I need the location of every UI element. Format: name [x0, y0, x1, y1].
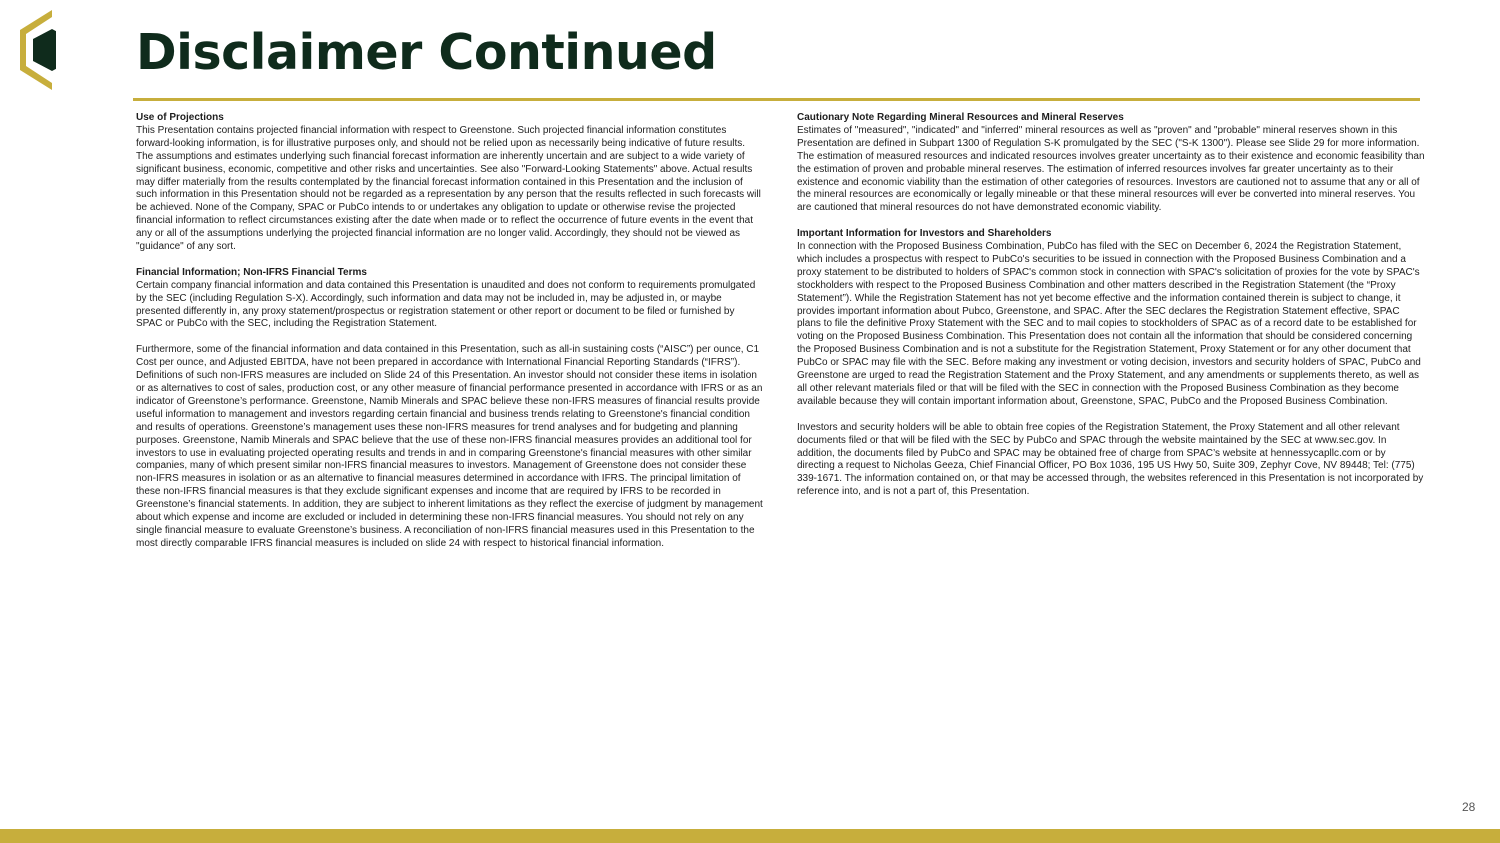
- free-copies-paragraph: Investors and security holders will be able to obtain free copies of the Registration Statement, the Proxy Statement and all other relevant documents filed or that will be filed with the SEC by PubCo and SPAC through the website maintained by the SEC at www.sec.gov. In addition, the documents filed by PubCo and SPAC may be obtained free of charge from SPAC’s website at hennessycapllc.com or by directing a request to Nicholas Geeza, Chief Financial Officer, PO Box 1036, 195 US Hwy 50, Suite 309, Zephyr Cove, NV 89448; Tel: (775) 339-1671. The information contained on, or that may be accessed through, the websites referenced in this Presentation is not incorporated by reference into, and is not a part of, this Presentation.: [797, 421, 1424, 498]
- hexagon-logo-icon: [18, 8, 56, 92]
- mineral-heading: Cautionary Note Regarding Mineral Resources and Mineral Reserves: [797, 112, 1124, 123]
- financial-section: [136, 267, 763, 551]
- page-number: 28: [1462, 800, 1476, 814]
- investors-section: [797, 228, 1425, 499]
- page-title: Disclaimer Continued: [136, 24, 717, 81]
- investors-heading: Important Information for Investors and Shareholders: [797, 228, 1052, 240]
- mineral-body: Estimates of "measured", "indicated" and "inferred" mineral resources as well as "proven" and "probable" mineral reserves shown in this Presentation are defined in Subpart 1300 of Regulation S-K promulgated by the SEC ("S-K 1300"). Please see Slide 29 for more information. The estimation of measured resources and indicated resources involves greater uncertainty as to their existence and economic feasibility than the estimation of proven and probable mineral reserves. The estimation of inferred resources involves far greater uncertainty as to their existence and economic viability than the estimation of other categories of resources. Investors are cautioned not to assume that any or all of the mineral resources are economically or legally mineable or that these mineral resources will ever be converted into mineral reserves. You are cautioned that mineral resources do not have demonstrated economic viability.: [797, 124, 1425, 214]
- projections-section: [136, 112, 763, 254]
- projections-heading: Use of Projections: [136, 112, 224, 123]
- mineral-section: [797, 112, 1425, 215]
- projections-body: This Presentation contains projected financial information with respect to Greenstone. Such projected financial information constitutes forward-looking information, is for illustrative purposes only, and should not be relied upon as necessarily being indicative of future results. The assumptions and estimates underlying such financial forecast information are inherently uncertain and are subject to a wide variety of significant business, economic, competitive and other risks and uncertainties. See also "Forward-Looking Statements" above. Actual results may differ materially from the results contemplated by the financial forecast information contained in this Presentation and the inclusion of such information in this Presentation should not be regarded as a representation by any person that the results reflected in such forecasts will be achieved. None of the Company, SPAC or PubCo intends to or undertakes any obligation to update or otherwise revise the projected financial information to reflect circumstances existing after the date when made or to reflect the occurrence of future events in the event that any or all of the assumptions underlying the projected financial information are no longer valid. Accordingly, they should not be viewed as "guidance" of any sort.: [136, 124, 761, 253]
- title-divider: [133, 98, 1420, 101]
- non-ifrs-paragraph: Furthermore, some of the financial information and data contained in this Presentation, such as all-in sustaining costs (“AISC”) per ounce, C1 Cost per ounce, and Adjusted EBITDA, have not been prepared in accordance with International Financial Reporting Standards (“IFRS”). Definitions of such non-IFRS measures are included on Slide 24 of this Presentation. An investor should not consider these items in isolation or as alternatives to cost of sales, production cost, or any other measure of financial performance presented in accordance with IFRS or as an indicator of Greenstone’s performance. Greenstone, Namib Minerals and SPAC believe these non-IFRS measures of financial results provide useful information to management and investors regarding certain financial and business trends relating to Greenstone's financial condition and results of operations. Greenstone’s management uses these non-IFRS measures for trend analyses and for budgeting and planning purposes. Greenstone, Namib Minerals and SPAC believe that the use of these non-IFRS financial measures provides an additional tool for investors to use in evaluating projected operating results and trends in and in comparing Greenstone's financial measures with other similar companies, many of which present similar non-IFRS financial measures to investors. Management of Greenstone does not consider these non-IFRS measures in isolation or as an alternative to financial measures determined in accordance with IFRS. The principal limitation of these non-IFRS financial measures is that they exclude significant expenses and income that are required by IFRS to be recorded in Greenstone’s financial statements. In addition, they are subject to inherent limitations as they reflect the exercise of judgment by management about which expense and income are excluded or included in determining these non-IFRS financial measures. You should not rely on any single financial measure to evaluate Greenstone’s business. A reconciliation of non-IFRS financial measures used in this Presentation to the most directly comparable IFRS financial measures is included on slide 24 with respect to historical financial information.: [136, 344, 763, 549]
- financial-body-paragraph: Certain company financial information and data contained this Presentation is unaudited and does not conform to requirements promulgated by the SEC (including Regulation S-X). Accordingly, such information and data may not be included in, may be adjusted in, or maybe presented differently in, any proxy statement/prospectus or registration statement or other report or document to be filed or furnished by SPAC or PubCo with the SEC, including the Registration Statement.: [136, 279, 756, 330]
- footer-bar: [0, 829, 1500, 843]
- investors-body-paragraph: In connection with the Proposed Business Combination, PubCo has filed with the SEC on December 6, 2024 the Registration Statement, which includes a prospectus with respect to PubCo's securities to be issued in connection with the Proposed Business Combination and a proxy statement to be distributed to holders of SPAC's common stock in connection with SPAC's solicitation of proxies for the vote by SPAC's stockholders with respect to the Proposed Business Combination and other matters described in the Registration Statement (the “Proxy Statement”). While the Registration Statement has not yet become effective and the information contained therein is subject to change, it provides important information about Pubco, Greenstone, and SPAC. After the SEC declares the Registration Statement effective, SPAC plans to file the definitive Proxy Statement with the SEC and to mail copies to stockholders of SPAC as of a record date to be established for voting on the Proposed Business Combination. This Presentation does not contain all the information that should be considered concerning the Proposed Business Combination and is not a substitute for the Registration Statement, Proxy Statement or for any other document that PubCo or SPAC may file with the SEC. Before making any investment or voting decision, investors and security holders of SPAC, PubCo and Greenstone are urged to read the Registration Statement and the Proxy Statement, and any amendments or supplements thereto, as well as all other relevant materials filed or that will be filed with the SEC in connection with the Proposed Business Combination as they become available because they will contain important information about, Greenstone, SPAC, PubCo and the Proposed Business Combination.: [797, 241, 1421, 407]
- right-column: [797, 112, 1425, 512]
- left-column: [136, 112, 763, 564]
- financial-heading: Financial Information; Non-IFRS Financial Terms: [136, 266, 367, 278]
